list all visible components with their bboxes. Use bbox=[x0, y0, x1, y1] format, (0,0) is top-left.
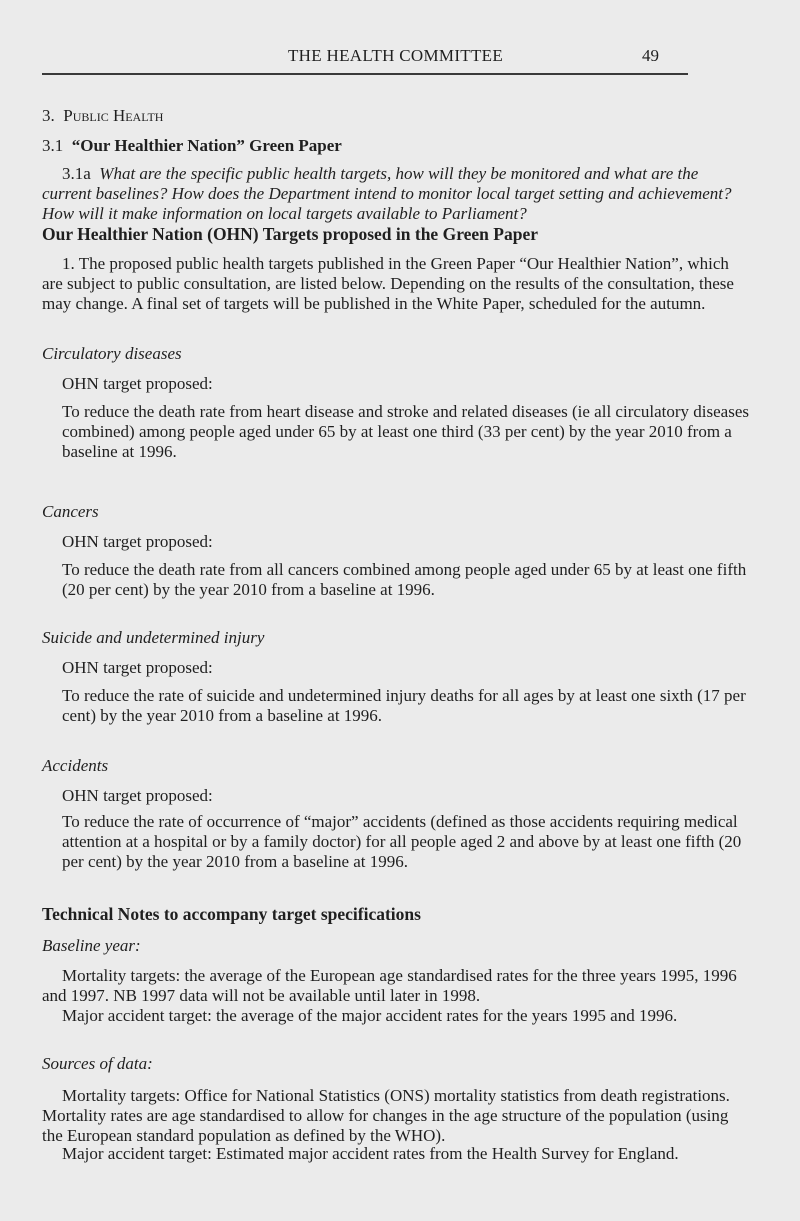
technical-notes-heading: Technical Notes to accompany target specifications bbox=[42, 904, 421, 924]
target-label: OHN target proposed: bbox=[62, 532, 213, 551]
subsection-name: “Our Healthier Nation” Green Paper bbox=[71, 136, 342, 155]
sources-mortality-paragraph: Mortality targets: Office for National Statistics (ONS) mortality statistics from death registrations. Mortality rates are age standardised to allow for changes in the age structure of the population (using the European standard population as defined by the WHO). bbox=[42, 1086, 730, 1145]
sources-accident-paragraph: Major accident target: Estimated major accident rates from the Health Survey for England. bbox=[62, 1144, 679, 1163]
page-number: 49 bbox=[642, 46, 659, 65]
baseline-mortality-paragraph: Mortality targets: the average of the European age standardised rates for the three years 1995, 1996 and 1997. NB 1997 data will not be available until later in 1998. bbox=[42, 966, 737, 1005]
question-number: 3.1a bbox=[62, 164, 91, 183]
subsection-number: 3.1 bbox=[42, 136, 64, 155]
intro-paragraph: 1. The proposed public health targets published in the Green Paper “Our Healthier Nation”, which are subject to public consultation, are listed below. Depending on the results of the consultation, these may change. A final set of targets will be published in the White Paper, scheduled for the autumn. bbox=[42, 254, 734, 313]
sources-heading: Sources of data: bbox=[42, 1054, 153, 1073]
target-label: OHN target proposed: bbox=[62, 658, 213, 677]
subsection-title bbox=[42, 136, 342, 156]
target-label: OHN target proposed: bbox=[62, 786, 213, 805]
target-area-heading: Suicide and undetermined injury bbox=[42, 628, 265, 647]
running-header bbox=[0, 46, 800, 70]
target-text: To reduce the death rate from heart disease and stroke and related diseases (ie all circulatory diseases combined) among people aged under 65 by at least one third (33 per cent) by the year 2010 from a baseline at 1996. bbox=[62, 402, 750, 461]
section-name: Public Health bbox=[63, 106, 164, 125]
target-label: OHN target proposed: bbox=[62, 374, 213, 393]
target-text: To reduce the rate of occurrence of “major” accidents (defined as those accidents requiring medical attention at a hospital or by a family doctor) for all people aged 2 and above by at least one fifth (20 per cent) by the year 2010 from a baseline at 1996. bbox=[62, 812, 742, 871]
running-title: THE HEALTH COMMITTEE bbox=[288, 46, 504, 65]
question-text: What are the specific public health targets, how will they be monitored and what are the current baselines? How does the Department intend to monitor local target setting and achievement? How will it make information on local targets available to Parliament? bbox=[42, 164, 732, 223]
header-rule bbox=[42, 73, 688, 75]
target-text: To reduce the death rate from all cancers combined among people aged under 65 by at least one fifth (20 per cent) by the year 2010 from a baseline at 1996. bbox=[62, 560, 747, 599]
baseline-accident-paragraph: Major accident target: the average of the major accident rates for the years 1995 and 1996. bbox=[62, 1006, 678, 1025]
target-area-heading: Accidents bbox=[42, 756, 109, 775]
baseline-heading: Baseline year: bbox=[42, 936, 141, 955]
question-paragraph bbox=[42, 164, 750, 224]
target-area-heading: Cancers bbox=[42, 502, 99, 521]
target-area-heading: Circulatory diseases bbox=[42, 344, 182, 363]
section-title bbox=[42, 106, 163, 126]
target-text: To reduce the rate of suicide and undetermined injury deaths for all ages by at least one sixth (17 per cent) by the year 2010 from a baseline at 1996. bbox=[62, 686, 746, 725]
targets-heading: Our Healthier Nation (OHN) Targets proposed in the Green Paper bbox=[42, 224, 538, 244]
section-number: 3. bbox=[42, 106, 55, 125]
